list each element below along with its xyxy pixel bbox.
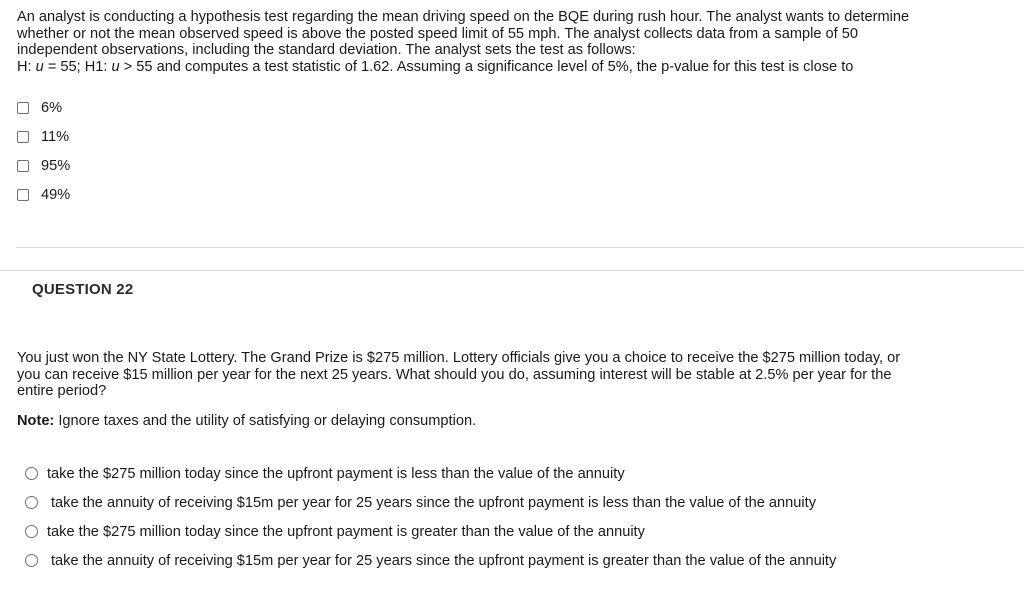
question-21-line: whether or not the mean observed speed is above the posted speed limit of 55 mph. The analyst collects data from a sample of 50 [17,25,858,42]
divider [0,270,1024,271]
answer-option-label: 6% [41,99,63,116]
answer-option-label: take the annuity of receiving $15m per year for 25 years since the upfront payment is greater than the value of the annuity [51,552,837,569]
question-22-line: entire period? [17,383,107,399]
note-label: Note: [17,413,55,429]
answer-option-label: take the $275 million today since the upfront payment is less than the value of the annuity [47,465,625,482]
answer-option-label: take the annuity of receiving $15m per year for 25 years since the upfront payment is less than the value of the annuity [51,494,816,511]
question-22-text [17,350,1002,400]
checkbox[interactable] [17,102,29,114]
question-21-text [17,9,1007,75]
question-22-line: you can receive $15 million per year for the next 25 years. What should you do, assuming interest will be stable at 2.5% per year for the [17,366,892,383]
question-21-hypothesis [17,59,1007,76]
hypothesis-suffix: > 55 and computes a test statistic of 1.62. Assuming a significance level of 5%, the p-value for this test is close to [119,58,854,75]
radio-button[interactable] [25,496,38,509]
hypothesis-mid: = 55; H1: [43,58,112,75]
answer-option-label: 11% [41,128,70,145]
answer-option[interactable] [17,180,70,209]
question-21-line: independent observations, including the standard deviation. The analyst sets the test as follows: [17,42,636,58]
checkbox[interactable] [17,160,29,172]
radio-button[interactable] [25,467,38,480]
question-22-note [17,413,476,429]
mu-symbol: u [35,58,44,75]
answer-option[interactable] [25,517,836,546]
radio-button[interactable] [25,554,38,567]
divider [16,247,1024,248]
question-22-title: QUESTION 22 [32,281,134,298]
mu-symbol: u [111,58,120,75]
answer-option[interactable] [17,151,70,180]
answer-option[interactable] [17,93,70,122]
answer-option[interactable] [17,122,70,151]
question-22-options [25,459,836,575]
answer-option[interactable] [25,546,836,575]
question-21-line: An analyst is conducting a hypothesis test regarding the mean driving speed on the BQE during rush hour. The analyst wants to determine [17,9,910,25]
checkbox[interactable] [17,189,29,201]
question-21-options [17,93,70,209]
answer-option-label: take the $275 million today since the upfront payment is greater than the value of the annuity [47,523,645,540]
answer-option[interactable] [25,488,836,517]
answer-option[interactable] [25,459,836,488]
note-text: Ignore taxes and the utility of satisfying or delaying consumption. [54,413,477,429]
answer-option-label: 49% [41,186,71,203]
hypothesis-prefix: H: [17,58,36,75]
answer-option-label: 95% [41,157,71,174]
question-22-line: You just won the NY State Lottery. The Grand Prize is $275 million. Lottery officials give you a choice to receive the $275 million today, or [17,350,901,366]
radio-button[interactable] [25,525,38,538]
checkbox[interactable] [17,131,29,143]
